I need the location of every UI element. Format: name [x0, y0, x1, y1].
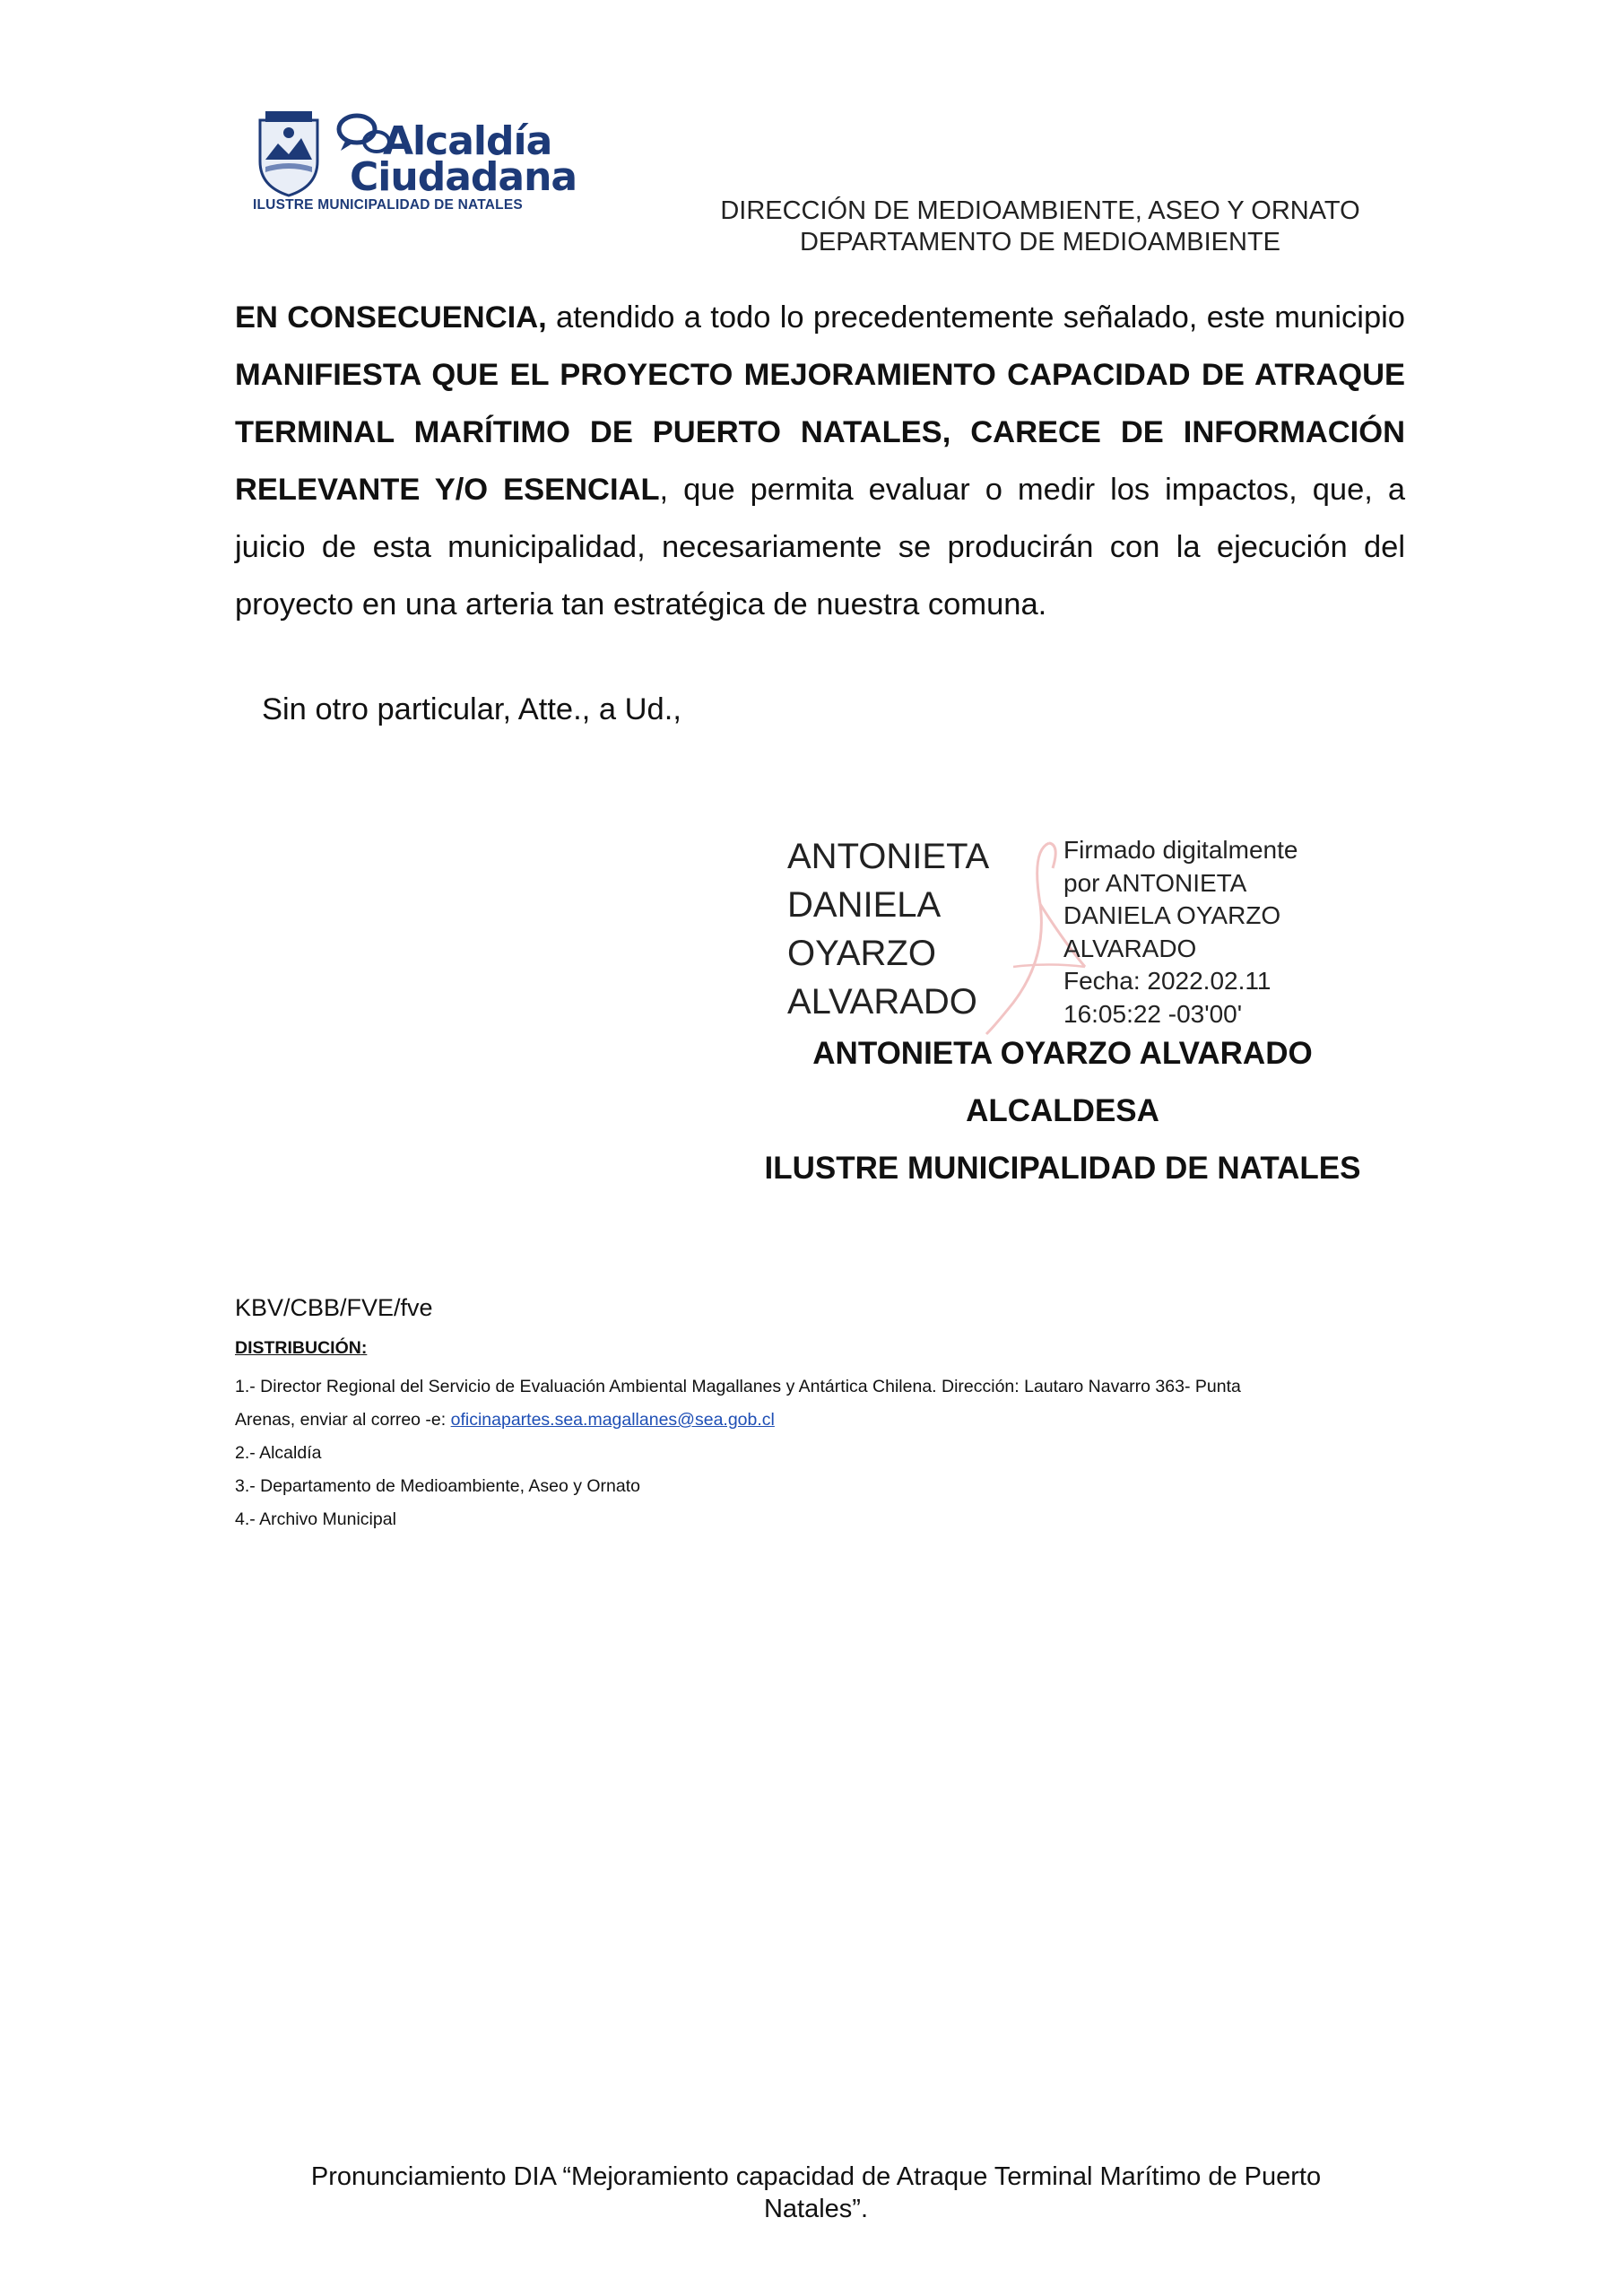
signer-name: ANTONIETA OYARZO ALVARADO	[812, 1036, 1313, 1071]
list-item: 2.- Alcaldía	[235, 1443, 322, 1463]
department-heading: DIRECCIÓN DE MEDIOAMBIENTE, ASEO Y ORNATO	[720, 196, 1360, 225]
signer-institution: ILUSTRE MUNICIPALIDAD DE NATALES	[764, 1151, 1361, 1186]
list-item	[235, 1370, 1401, 1404]
signature-date: Fecha: 2022.02.11	[1063, 967, 1271, 995]
signature-name-line: DANIELA	[787, 885, 942, 925]
logo-tagline: ILUSTRE MUNICIPALIDAD DE NATALES	[253, 197, 523, 213]
distribution-title-colon: :	[360, 1338, 368, 1358]
signature-info	[1063, 834, 1298, 1031]
distribution-list	[235, 1370, 1401, 1536]
department-subheading: DEPARTAMENTO DE MEDIOAMBIENTE	[799, 228, 1281, 257]
signature-info-line: DANIELA OYARZO	[1063, 901, 1281, 929]
brand-line-1: Alcaldía	[383, 118, 552, 164]
lead-bold: EN CONSECUENCIA,	[235, 300, 547, 335]
body-text-2: , que permita evaluar o medir los impactos, que, a juicio de esta municipalidad, necesariamente se producirán con la ejecución del proyecto en una arteria tan estratégica de nuestra comuna.	[235, 473, 1406, 622]
signature-time: 16:05:22 -03'00'	[1063, 999, 1243, 1028]
footer-line-2: Natales”.	[763, 2195, 869, 2223]
distribution-title	[235, 1338, 367, 1359]
municipal-seal-icon	[253, 108, 325, 197]
list-item: 4.- Archivo Municipal	[235, 1509, 396, 1529]
signature-info-line: Firmado digitalmente	[1063, 836, 1298, 864]
signature-info-line: por ANTONIETA	[1063, 868, 1247, 897]
signature-info-line: ALVARADO	[1063, 934, 1197, 962]
brand-line-2: Ciudadana	[350, 154, 577, 200]
distribution-item-1b: Arenas, enviar al correo -e:	[235, 1410, 451, 1430]
signature-name-line: OYARZO	[787, 934, 936, 973]
signature-name-line: ALVARADO	[787, 982, 977, 1022]
list-item	[235, 1404, 1401, 1437]
reference-initials: KBV/CBB/FVE/fve	[235, 1294, 433, 1321]
list-item: 3.- Departamento de Medioambiente, Aseo y Ornato	[235, 1476, 641, 1496]
municipality-logo	[253, 108, 577, 215]
body-text-1: atendido a todo lo precedentemente señalado, este municipio	[546, 300, 1405, 335]
manifest-bold: MANIFIESTA QUE EL PROYECTO MEJORAMIENTO CAPACIDAD DE ATRAQUE TERMINAL MARÍTIMO DE PUERTO NATALES, CARECE DE INFORMACIÓN RELEVANTE Y/O ESENCIAL	[235, 358, 1405, 507]
body-paragraph	[235, 289, 1405, 633]
distribution-title-text: DISTRIBUCIÓN	[235, 1338, 361, 1358]
signature-name-line: ANTONIETA	[787, 837, 990, 876]
closing-line: Sin otro particular, Atte., a Ud.,	[262, 692, 681, 726]
signer-role: ALCALDESA	[966, 1093, 1159, 1128]
distribution-item-1a: 1.- Director Regional del Servicio de Evaluación Ambiental Magallanes y Antártica Chilena. Dirección: Lautaro Navarro 363- Punta	[235, 1377, 1241, 1396]
signature-name	[787, 832, 989, 1026]
email-link[interactable]: oficinapartes.sea.magallanes@sea.gob.cl	[450, 1410, 775, 1430]
footer-line-1: Pronunciamiento DIA “Mejoramiento capacidad de Atraque Terminal Marítimo de Puerto	[310, 2162, 1322, 2191]
